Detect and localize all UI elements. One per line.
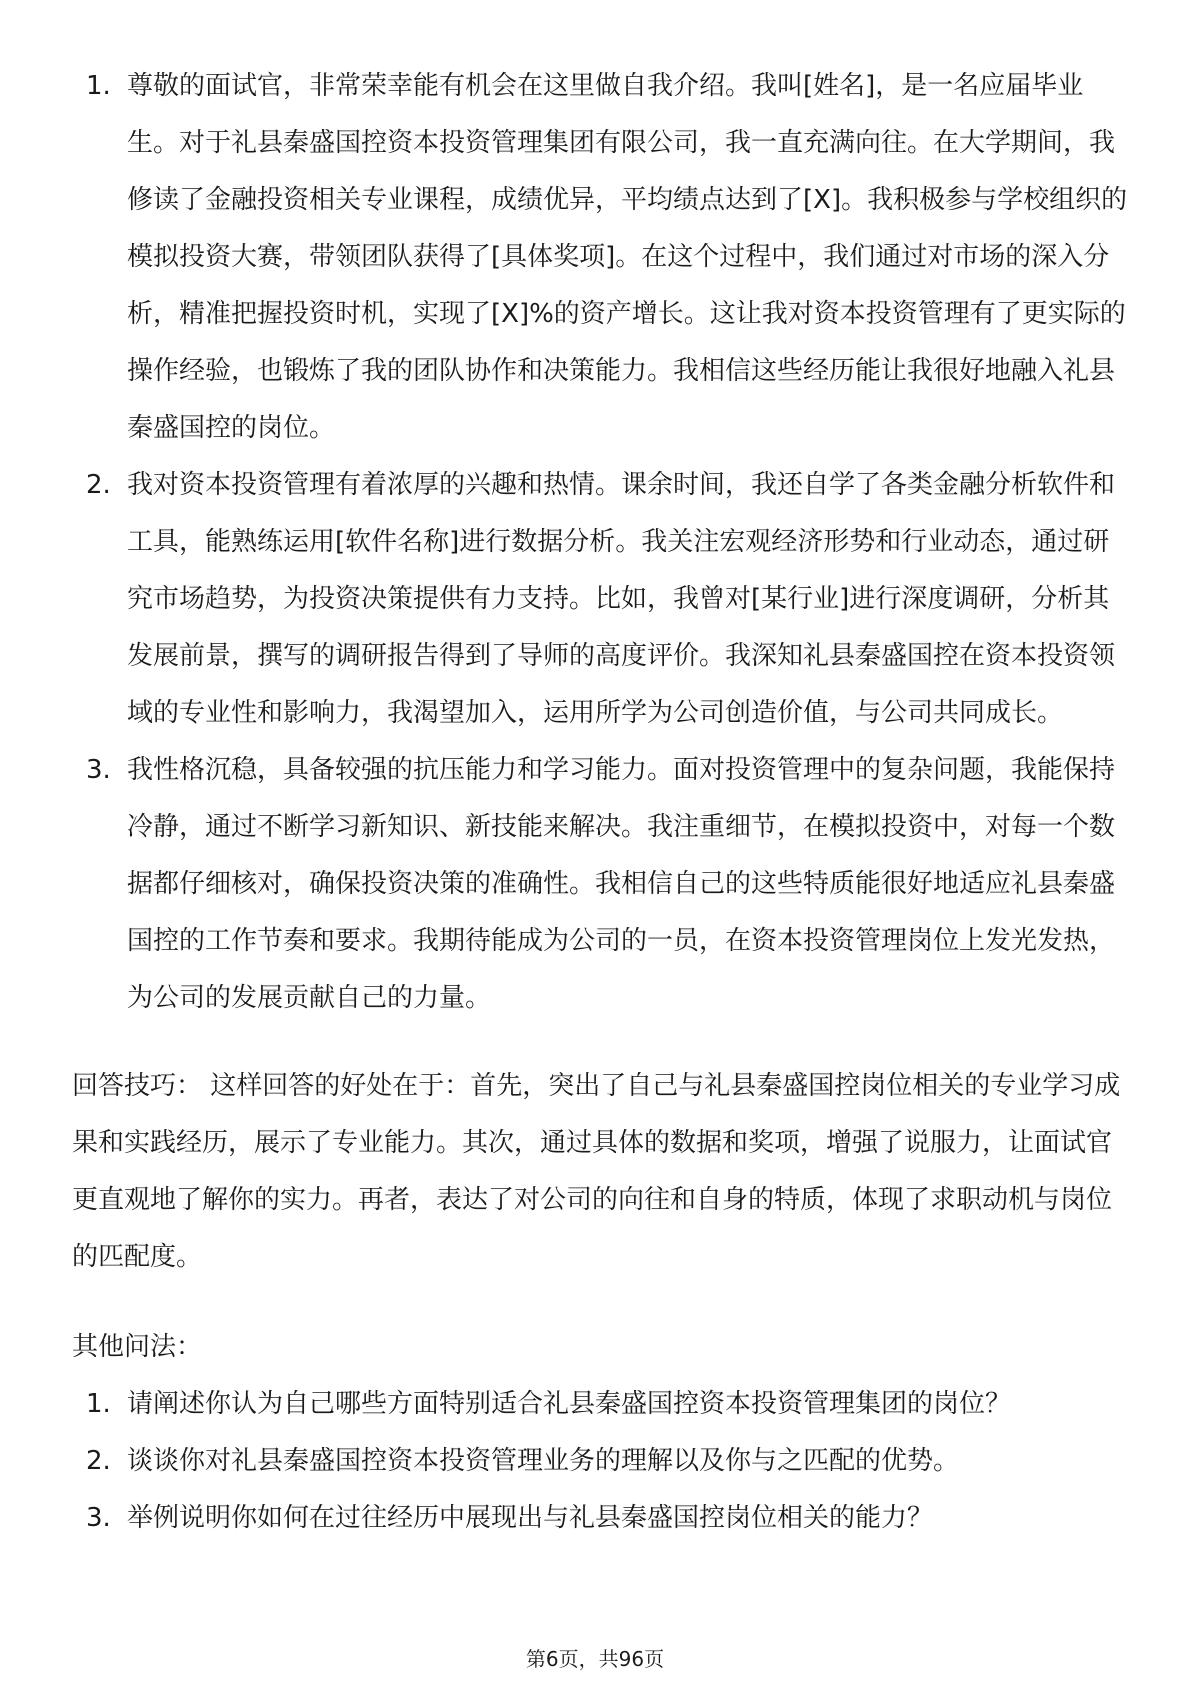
answer-item-number: 3. (86, 755, 111, 785)
other-question-text: 请阐述你认为自己哪些方面特别适合礼县秦盛国控资本投资管理集团的岗位？ (127, 1389, 1012, 1419)
other-question-number: 2. (86, 1446, 111, 1476)
answer-item-1 (72, 58, 1132, 457)
answer-list (72, 58, 1132, 1027)
answer-item-number: 2. (86, 470, 111, 500)
other-question-item-3 (72, 1490, 1132, 1547)
other-question-item-2 (72, 1433, 1132, 1490)
other-questions-heading: 其他问法： (72, 1332, 203, 1362)
document-page (72, 58, 1132, 1547)
answer-item-text: 我性格沉稳，具备较强的抗压能力和学习能力。面对投资管理中的复杂问题，我能保持冷静，通过不断学习新知识、新技能来解决。我注重细节，在模拟投资中，对每一个数据都仔细核对，确保投资决策的准确性。我相信自己的这些特质能很好地适应礼县秦盛国控的工作节奏和要求。我期待能成为公司的一员，在资本投资管理岗位上发光发热，为公司的发展贡献自己的力量。 (127, 755, 1116, 1013)
answer-item-number: 1. (86, 71, 111, 101)
other-questions-list (72, 1376, 1132, 1547)
other-question-number: 1. (86, 1389, 111, 1419)
page-number: 第6页，共96页 (525, 1647, 665, 1671)
answer-tips-paragraph: 回答技巧： 这样回答的好处在于：首先，突出了自己与礼县秦盛国控岗位相关的专业学习成果和实践经历，展示了专业能力。其次，通过具体的数据和奖项，增强了说服力，让面试官更直观地了解你的实力。再者，表达了对公司的向往和自身的特质，体现了求职动机与岗位的匹配度。 (72, 1071, 1121, 1272)
answer-item-3 (72, 742, 1132, 1027)
answer-item-text: 我对资本投资管理有着浓厚的兴趣和热情。课余时间，我还自学了各类金融分析软件和工具，能熟练运用[软件名称]进行数据分析。我关注宏观经济形势和行业动态，通过研究市场趋势，为投资决策提供有力支持。比如，我曾对[某行业]进行深度调研，分析其发展前景，撰写的调研报告得到了导师的高度评价。我深知礼县秦盛国控在资本投资领域的专业性和影响力，我渴望加入，运用所学为公司创造价值，与公司共同成长。 (127, 470, 1116, 728)
answer-item-2 (72, 457, 1132, 742)
other-question-item-1 (72, 1376, 1132, 1433)
other-question-number: 3. (86, 1503, 111, 1533)
page-footer (0, 1647, 1190, 1671)
other-question-text: 举例说明你如何在过往经历中展现出与礼县秦盛国控岗位相关的能力？ (127, 1503, 934, 1533)
other-question-text: 谈谈你对礼县秦盛国控资本投资管理业务的理解以及你与之匹配的优势。 (127, 1446, 960, 1476)
answer-item-text: 尊敬的面试官，非常荣幸能有机会在这里做自我介绍。我叫[姓名]，是一名应届毕业生。对于礼县秦盛国控资本投资管理集团有限公司，我一直充满向往。在大学期间，我修读了金融投资相关专业课程，成绩优异，平均绩点达到了[X]。我积极参与学校组织的模拟投资大赛，带领团队获得了[具体奖项]。在这个过程中，我们通过对市场的深入分析，精准把握投资时机，实现了[X]%的资产增长。这让我对资本投资管理有了更实际的操作经验，也锻炼了我的团队协作和决策能力。我相信这些经历能让我很好地融入礼县秦盛国控的岗位。 (127, 71, 1128, 443)
